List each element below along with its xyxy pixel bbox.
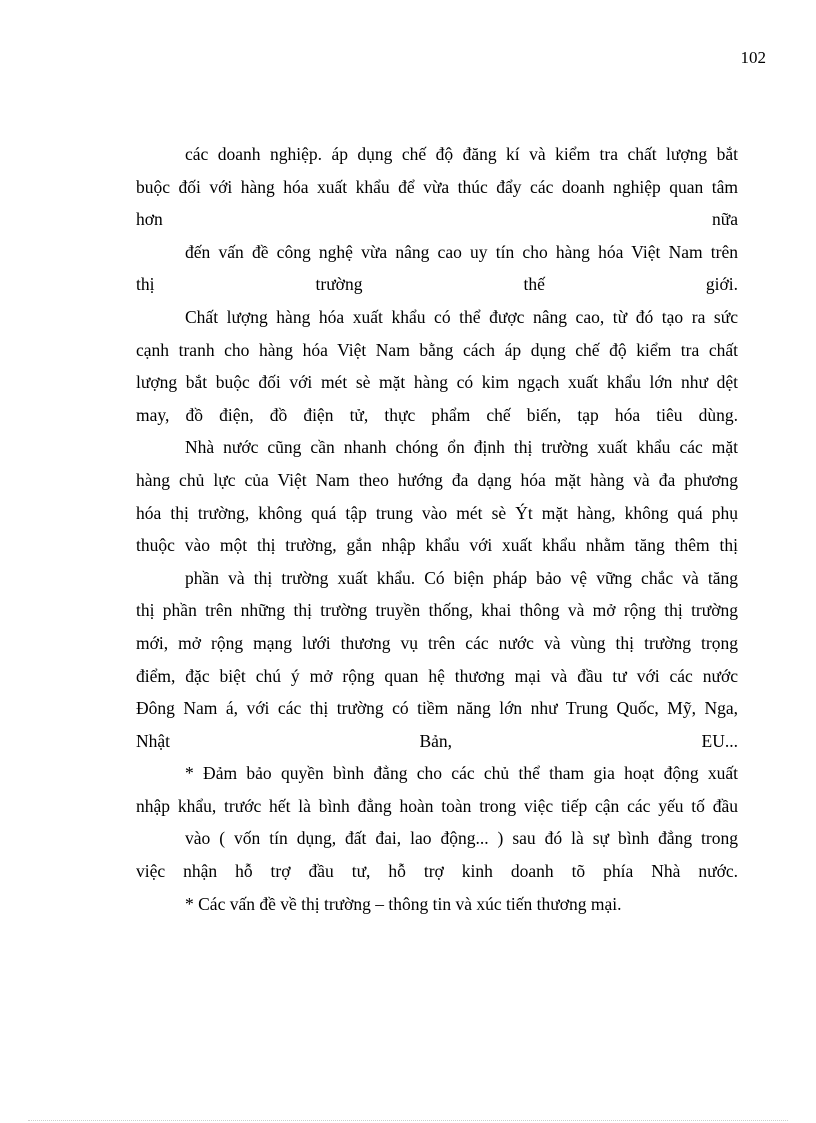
text-line: lượng bắt buộc đối với mét sè mặt hàng có kim ngạch xuất khẩu lớn như dệt [136,372,738,393]
text-line: buộc đối với hàng hóa xuất khẩu để vừa thúc đẩy các doanh nghiệp quan tâm [136,176,738,197]
text-line: cạnh tranh cho hàng hóa Việt Nam bằng cách áp dụng chế độ kiểm tra chất [136,339,738,360]
text-line: vào ( vốn tín dụng, đất đai, lao động... ) sau đó là sự bình đẳng trong [185,828,738,849]
text-line: Đông Nam á, với các thị trường có tiềm năng lớn như Trung Quốc, Mỹ, Nga, [136,698,738,719]
text-line: Nhà nước cũng cần nhanh chóng ổn định thị trường xuất khẩu các mặt [185,437,738,458]
text-line: Chất lượng hàng hóa xuất khẩu có thể được nâng cao, từ đó tạo ra sức [185,306,738,327]
text-line: * Đảm bảo quyền bình đẳng cho các chủ thể tham gia hoạt động xuất [185,763,738,784]
text-line: hàng chủ lực của Việt Nam theo hướng đa dạng hóa mặt hàng và đa phương [136,469,738,490]
text-line: điểm, đặc biệt chú ý mở rộng quan hệ thương mại và đầu tư với các nước [136,665,738,686]
text-line: hơn nữa [136,209,738,230]
text-line: Nhật Bản, EU... [136,730,738,751]
text-line: may, đồ điện, đồ điện tử, thực phẩm chế biến, tạp hóa tiêu dùng. [136,404,738,425]
text-line: thị trường thế giới. [136,274,738,295]
page-number: 102 [740,48,766,67]
text-line: phần và thị trường xuất khẩu. Có biện pháp bảo vệ vững chắc và tăng [185,567,738,588]
text-line: hóa thị trường, không quá tập trung vào mét sè Ýt mặt hàng, không quá phụ [136,502,738,523]
text-line: việc nhận hỗ trợ đầu tư, hỗ trợ kinh doanh tõ phía Nhà nước. [136,861,738,882]
text-line: thuộc vào một thị trường, gắn nhập khẩu với xuất khẩu nhằm tăng thêm thị [136,535,738,556]
text-line: * Các vấn đề về thị trường – thông tin và xúc tiến thương mại. [185,893,622,914]
body-text [136,138,738,920]
text-line: mới, mở rộng mạng lưới thương vụ trên các nước và vùng thị trường trọng [136,632,738,653]
text-line: đến vấn đề công nghệ vừa nâng cao uy tín cho hàng hóa Việt Nam trên [185,241,738,262]
text-line: nhập khẩu, trước hết là bình đẳng hoàn toàn trong việc tiếp cận các yếu tố đầu [136,795,738,816]
text-line: thị phần trên những thị trường truyền thống, khai thông và mở rộng thị trường [136,600,738,621]
footer-divider [28,1120,788,1121]
text-line: các doanh nghiệp. áp dụng chế độ đăng kí và kiểm tra chất lượng bắt [185,144,738,164]
